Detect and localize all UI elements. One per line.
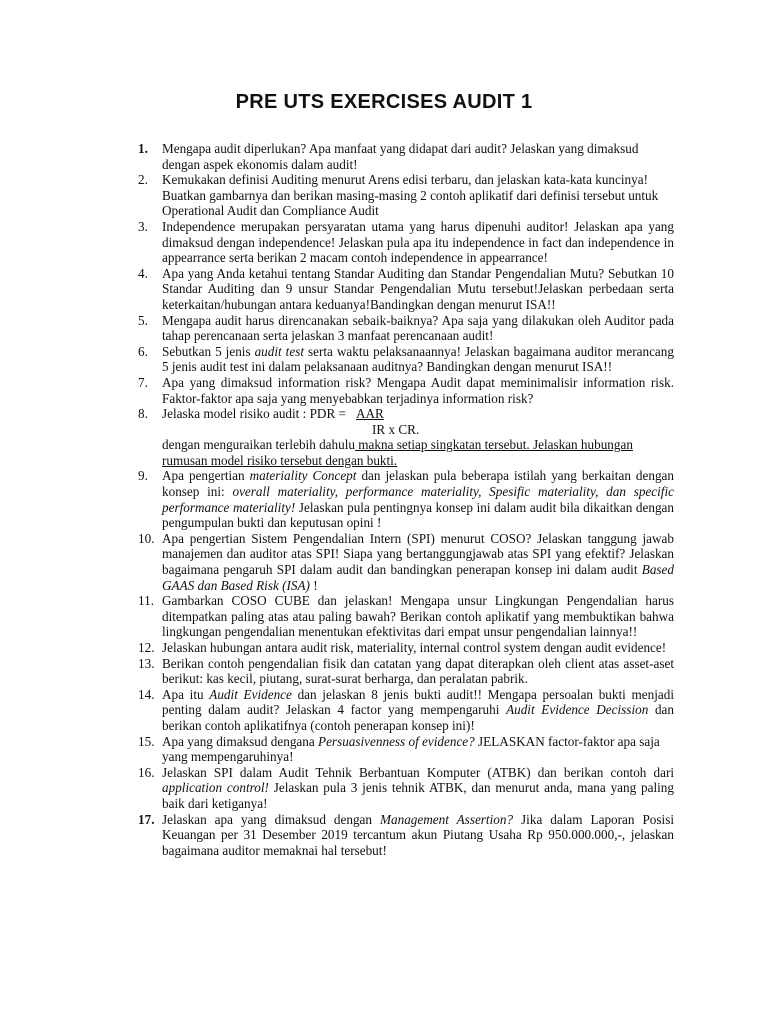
question-text-part: Apa yang dimaksud dengana <box>162 733 319 749</box>
question-text-emphasis: Management Assertion? <box>380 811 514 827</box>
question-text-part: serta waktu pelaksanaannya! Jelaskan bagaimana auditor merancang 5 jenis audit test ini dalam pelaksanaan auditnya? Bandingkan dengan menurut ISA!! <box>162 343 674 375</box>
question-text: Gambarkan COSO CUBE dan jelaskan! Mengapa unsur Lingkungan Pengendalian harus ditempatkan paling atas atau paling bawah? Berikan contoh aplikatif yang membuktikan bahwa lingkungan pengendalian menentukan efektivitas dari empat unsur pengendalian lainnya!! <box>162 593 674 640</box>
question-text-emphasis: Audit Evidence Decission <box>506 702 649 718</box>
question-number: 8. <box>138 406 148 422</box>
question-number: 15. <box>138 733 155 749</box>
question-item-3 <box>138 219 674 266</box>
question-list <box>138 141 674 858</box>
question-text-part: dengan menguraikan terlebih dahulu <box>162 437 355 453</box>
question-text: Jelaskan hubungan antara audit risk, materiality, internal control system dengan audit evidence! <box>162 640 667 655</box>
question-text: Apa yang Anda ketahui tentang Standar Auditing dan Standar Pengendalian Mutu? Sebutkan 10 Standar Auditing dan 9 unsur Standar Pengendalian Mutu tersebut!Jelaskan perbedaan serta keterkaitan/hubungan antara keduanya!Bandingkan dengan menurut ISA!! <box>162 265 674 312</box>
question-item-6 <box>138 344 674 375</box>
question-text-emphasis: Persuasivenness of evidence? <box>318 733 475 749</box>
risk-formula <box>162 406 674 422</box>
question-text <box>162 765 674 812</box>
question-number: 9. <box>138 468 148 484</box>
question-item-4 <box>138 266 674 313</box>
question-item-2 <box>138 172 674 219</box>
question-item-16 <box>138 765 674 812</box>
question-text-part: Jelaskan pula pentingnya konsep ini dalam audit bila dikaitkan dengan pengumpulan bukti dan keputusan opini ! <box>162 499 674 531</box>
question-text <box>162 531 674 593</box>
question-item-7 <box>138 375 674 406</box>
question-text-emphasis: overall materiality, performance materiality, Spesific materiality, dan specific performance materiality! <box>162 484 674 515</box>
question-item-17 <box>138 812 674 859</box>
question-item-12 <box>138 640 674 656</box>
question-text-emphasis: audit test <box>254 343 304 359</box>
question-text-underlined: makna setiap singkatan tersebut. Jelaskan hubungan rumusan model risiko tersebut dengan bukti. <box>162 437 633 468</box>
question-text: Berikan contoh pengendalian fisik dan catatan yang dapat diterapkan oleh client atas asset-aset berikut: kas kecil, piutang, surat-surat berharga, dan peralatan pabrik. <box>162 655 674 687</box>
question-text <box>162 468 674 530</box>
question-number: 4. <box>138 265 148 281</box>
question-text <box>162 812 674 859</box>
question-text-emphasis: Audit Evidence <box>209 686 292 702</box>
question-text <box>162 344 674 375</box>
question-text <box>162 687 674 734</box>
question-text <box>162 406 674 468</box>
question-text-part: Sebutkan 5 jenis <box>162 343 255 359</box>
question-number: 2. <box>138 172 148 188</box>
question-text-emphasis: application control! <box>162 780 269 796</box>
question-text: Mengapa audit diperlukan? Apa manfaat yang didapat dari audit? Jelaskan yang dimaksud dengan aspek ekonomis dalam audit! <box>162 141 639 172</box>
question-number: 17. <box>138 811 155 827</box>
question-text-emphasis: Based GAAS dan Based Risk (ISA) <box>162 562 674 593</box>
question-item-8 <box>138 406 674 468</box>
formula-prefix: Jelaska model risiko audit : PDR = <box>162 406 346 422</box>
question-text: Mengapa audit harus direncanakan sebaik-baiknya? Apa saja yang dilakukan oleh Auditor pada tahap perencanaan serta jelaskan 3 manfaat perencanaan audit! <box>162 312 674 344</box>
question-text-part: JELASKAN factor-faktor apa saja yang mempengaruhinya! <box>162 733 660 765</box>
question-text-part: Apa pengertian Sistem Pengendalian Intern (SPI) menurut COSO? Jelaskan tanggung jawab manajemen dan auditor atas SPI! Siapa yang bertanggungjawab atas SPI yang efektif? Jelaskan bagaimana pengaruh SPI dalam audit dan bandingkan penerapan konsep ini dalam audit <box>162 530 674 578</box>
question-text-part: Jelaskan pula 3 jenis tehnik ATBK, dan menurut anda, mana yang paling baik dari ketiganya! <box>162 780 674 811</box>
question-number: 6. <box>138 343 148 359</box>
question-number: 12. <box>138 640 155 655</box>
question-item-14 <box>138 687 674 734</box>
formula-denominator: IR x CR. <box>372 421 420 437</box>
question-number: 16. <box>138 764 155 780</box>
question-number: 14. <box>138 686 155 702</box>
question-text-part: Jelaskan SPI dalam Audit Tehnik Berbantuan Komputer (ATBK) dan berikan contoh dari <box>162 764 674 780</box>
question-text-part: dan berikan contoh aplikatifnya (contoh penerapan konsep ini)! <box>162 702 675 733</box>
question-text-part: Jika dalam Laporan Posisi Keuangan per 31 Desember 2019 tercantum akun Piutang Usaha Rp 950.000.000,-, jelaskan bagaimana auditor memaknai hal tersebut! <box>162 811 674 858</box>
question-item-15 <box>138 734 674 765</box>
question-number: 1. <box>138 141 148 156</box>
question-text: Apa yang dimaksud information risk? Mengapa Audit dapat meminimalisir information risk. Faktor-faktor apa saja yang menyebabkan terjadinya information risk? <box>162 374 674 406</box>
question-item-1 <box>138 141 674 172</box>
question-text-emphasis: materiality Concept <box>249 468 357 484</box>
question-text-part: dan jelaskan 8 jenis bukti audit!! Mengapa persoalan bukti menjadi penting dalam audit? Jelaskan 4 factor yang mempengaruhi <box>162 686 674 718</box>
question-item-9 <box>138 468 674 530</box>
question-item-10 <box>138 531 674 593</box>
question-text <box>162 734 674 765</box>
formula-numerator: AAR <box>356 406 384 422</box>
question-text-part: ! <box>309 577 318 593</box>
document-title: PRE UTS EXERCISES AUDIT 1 <box>235 91 533 113</box>
question-text-part: Jelaskan apa yang dimaksud dengan <box>162 811 381 827</box>
question-item-11 <box>138 593 674 640</box>
question-number: 3. <box>138 218 148 234</box>
question-number: 13. <box>138 655 155 671</box>
question-number: 5. <box>138 312 148 328</box>
question-item-13 <box>138 656 674 687</box>
question-text-part: Apa pengertian <box>162 468 250 484</box>
question-text: Kemukakan definisi Auditing menurut Arens edisi terbaru, dan jelaskan kata-kata kuncinya! Buatkan gambarnya dan berikan masing-masing 2 contoh aplikatif dari definisi tersebut untuk Operational Audit dan Compliance Audit <box>162 172 659 219</box>
question-number: 7. <box>138 374 148 390</box>
question-text-part: Apa itu <box>162 686 210 702</box>
question-number: 10. <box>138 530 155 546</box>
question-item-5 <box>138 313 674 344</box>
question-number: 11. <box>138 593 154 609</box>
question-text: Independence merupakan persyaratan utama yang harus dipenuhi auditor! Jelaskan apa yang dimaksud dengan independence! Jelaskan pula apa itu independence in fact dan independence in appearrance serta berikan 2 macam contoh independence in appearrance! <box>162 218 674 266</box>
question-text-part: dan jelaskan pula beberapa istilah yang berkaitan dengan konsep ini: <box>162 468 674 500</box>
